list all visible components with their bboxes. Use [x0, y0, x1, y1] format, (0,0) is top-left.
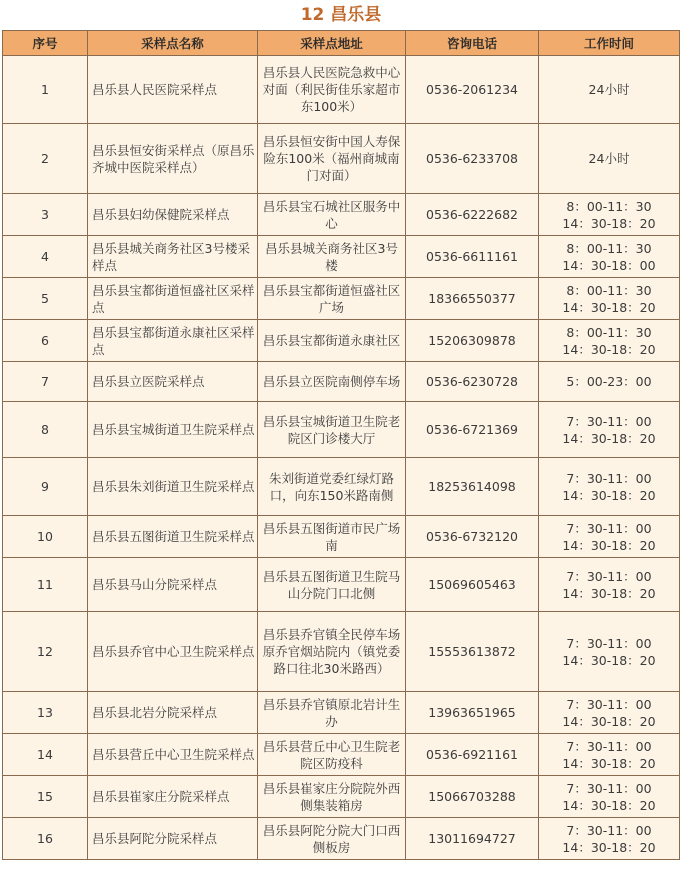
phone-number: 15066703288 [406, 776, 539, 818]
site-name: 昌乐县营丘中心卫生院采样点 [88, 734, 258, 776]
header-address: 采样点地址 [258, 31, 406, 56]
phone-number: 0536-6732120 [406, 516, 539, 558]
row-number: 9 [3, 458, 88, 516]
header-phone: 咨询电话 [406, 31, 539, 56]
row-number: 12 [3, 612, 88, 692]
site-name: 昌乐县宝都街道恒盛社区采样点 [88, 278, 258, 320]
phone-number: 15553613872 [406, 612, 539, 692]
site-address: 昌乐县宝石城社区服务中心 [258, 194, 406, 236]
work-hours: 7：30-11：00 14：30-18：20 [539, 692, 680, 734]
work-hours: 7：30-11：00 14：30-18：20 [539, 734, 680, 776]
row-number: 4 [3, 236, 88, 278]
site-address: 昌乐县乔官镇原北岩计生办 [258, 692, 406, 734]
site-address: 昌乐县宝城街道卫生院老院区门诊楼大厅 [258, 402, 406, 458]
site-address: 昌乐县五图街道卫生院马山分院门口北侧 [258, 558, 406, 612]
work-hours: 24小时 [539, 56, 680, 124]
work-hours: 7：30-11：00 14：30-18：20 [539, 558, 680, 612]
table-row [3, 56, 680, 124]
phone-number: 0536-6721369 [406, 402, 539, 458]
work-hours: 7：30-11：00 14：30-18：20 [539, 402, 680, 458]
sampling-sites-table [2, 30, 680, 860]
table-row [3, 362, 680, 402]
site-name: 昌乐县妇幼保健院采样点 [88, 194, 258, 236]
page-title: 12 昌乐县 [300, 5, 382, 25]
work-hours: 8：00-11：30 14：30-18：00 [539, 236, 680, 278]
work-hours: 7：30-11：00 14：30-18：20 [539, 776, 680, 818]
row-number: 1 [3, 56, 88, 124]
site-address: 昌乐县崔家庄分院院外西侧集装箱房 [258, 776, 406, 818]
work-hours: 24小时 [539, 124, 680, 194]
work-hours: 8：00-11：30 14：30-18：20 [539, 278, 680, 320]
site-name: 昌乐县阿陀分院采样点 [88, 818, 258, 860]
site-name: 昌乐县五图街道卫生院采样点 [88, 516, 258, 558]
table-row [3, 692, 680, 734]
table-row [3, 516, 680, 558]
table-row [3, 818, 680, 860]
row-number: 8 [3, 402, 88, 458]
site-name: 昌乐县宝城街道卫生院采样点 [88, 402, 258, 458]
row-number: 16 [3, 818, 88, 860]
phone-number: 0536-6222682 [406, 194, 539, 236]
site-address: 昌乐县五图街道市民广场南 [258, 516, 406, 558]
header-name: 采样点名称 [88, 31, 258, 56]
site-address: 昌乐县人民医院急救中心对面（利民街佳乐家超市东100米） [258, 56, 406, 124]
work-hours: 7：30-11：00 14：30-18：20 [539, 818, 680, 860]
row-number: 6 [3, 320, 88, 362]
site-address: 朱刘街道党委红绿灯路口，向东150米路南侧 [258, 458, 406, 516]
site-address: 昌乐县立医院南侧停车场 [258, 362, 406, 402]
work-hours: 8：00-11：30 14：30-18：20 [539, 194, 680, 236]
site-name: 昌乐县崔家庄分院采样点 [88, 776, 258, 818]
site-name: 昌乐县恒安街采样点（原昌乐齐城中医院采样点） [88, 124, 258, 194]
work-hours: 5：00-23：00 [539, 362, 680, 402]
row-number: 3 [3, 194, 88, 236]
row-number: 7 [3, 362, 88, 402]
work-hours: 7：30-11：00 14：30-18：20 [539, 516, 680, 558]
phone-number: 18366550377 [406, 278, 539, 320]
table-row [3, 320, 680, 362]
row-number: 15 [3, 776, 88, 818]
phone-number: 0536-2061234 [406, 56, 539, 124]
work-hours: 7：30-11：00 14：30-18：20 [539, 612, 680, 692]
site-name: 昌乐县人民医院采样点 [88, 56, 258, 124]
site-name: 昌乐县马山分院采样点 [88, 558, 258, 612]
site-name: 昌乐县立医院采样点 [88, 362, 258, 402]
phone-number: 0536-6921161 [406, 734, 539, 776]
table-row [3, 278, 680, 320]
site-address: 昌乐县营丘中心卫生院老院区防疫科 [258, 734, 406, 776]
site-address: 昌乐县乔官镇全民停车场原乔官烟站院内（镇党委路口往北30米路西） [258, 612, 406, 692]
site-name: 昌乐县朱刘街道卫生院采样点 [88, 458, 258, 516]
header-no: 序号 [3, 31, 88, 56]
phone-number: 18253614098 [406, 458, 539, 516]
table-row [3, 458, 680, 516]
row-number: 11 [3, 558, 88, 612]
phone-number: 0536-6611161 [406, 236, 539, 278]
row-number: 5 [3, 278, 88, 320]
phone-number: 0536-6230728 [406, 362, 539, 402]
site-name: 昌乐县宝都街道永康社区采样点 [88, 320, 258, 362]
work-hours: 8：00-11：30 14：30-18：20 [539, 320, 680, 362]
table-row [3, 558, 680, 612]
site-address: 昌乐县宝都街道恒盛社区广场 [258, 278, 406, 320]
row-number: 13 [3, 692, 88, 734]
header-hours: 工作时间 [539, 31, 680, 56]
table-row [3, 194, 680, 236]
site-address: 昌乐县恒安街中国人寿保险东100米（福州商城南门对面） [258, 124, 406, 194]
table-row [3, 734, 680, 776]
site-name: 昌乐县北岩分院采样点 [88, 692, 258, 734]
table-row [3, 402, 680, 458]
phone-number: 0536-6233708 [406, 124, 539, 194]
row-number: 2 [3, 124, 88, 194]
site-address: 昌乐县宝都街道永康社区 [258, 320, 406, 362]
table-row [3, 124, 680, 194]
row-number: 14 [3, 734, 88, 776]
site-name: 昌乐县城关商务社区3号楼采样点 [88, 236, 258, 278]
phone-number: 15206309878 [406, 320, 539, 362]
phone-number: 13011694727 [406, 818, 539, 860]
work-hours: 7：30-11：00 14：30-18：20 [539, 458, 680, 516]
site-address: 昌乐县城关商务社区3号楼 [258, 236, 406, 278]
site-address: 昌乐县阿陀分院大门口西侧板房 [258, 818, 406, 860]
row-number: 10 [3, 516, 88, 558]
table-row [3, 612, 680, 692]
site-name: 昌乐县乔官中心卫生院采样点 [88, 612, 258, 692]
table-row [3, 776, 680, 818]
table-header-row [3, 31, 680, 56]
phone-number: 15069605463 [406, 558, 539, 612]
phone-number: 13963651965 [406, 692, 539, 734]
table-row [3, 236, 680, 278]
